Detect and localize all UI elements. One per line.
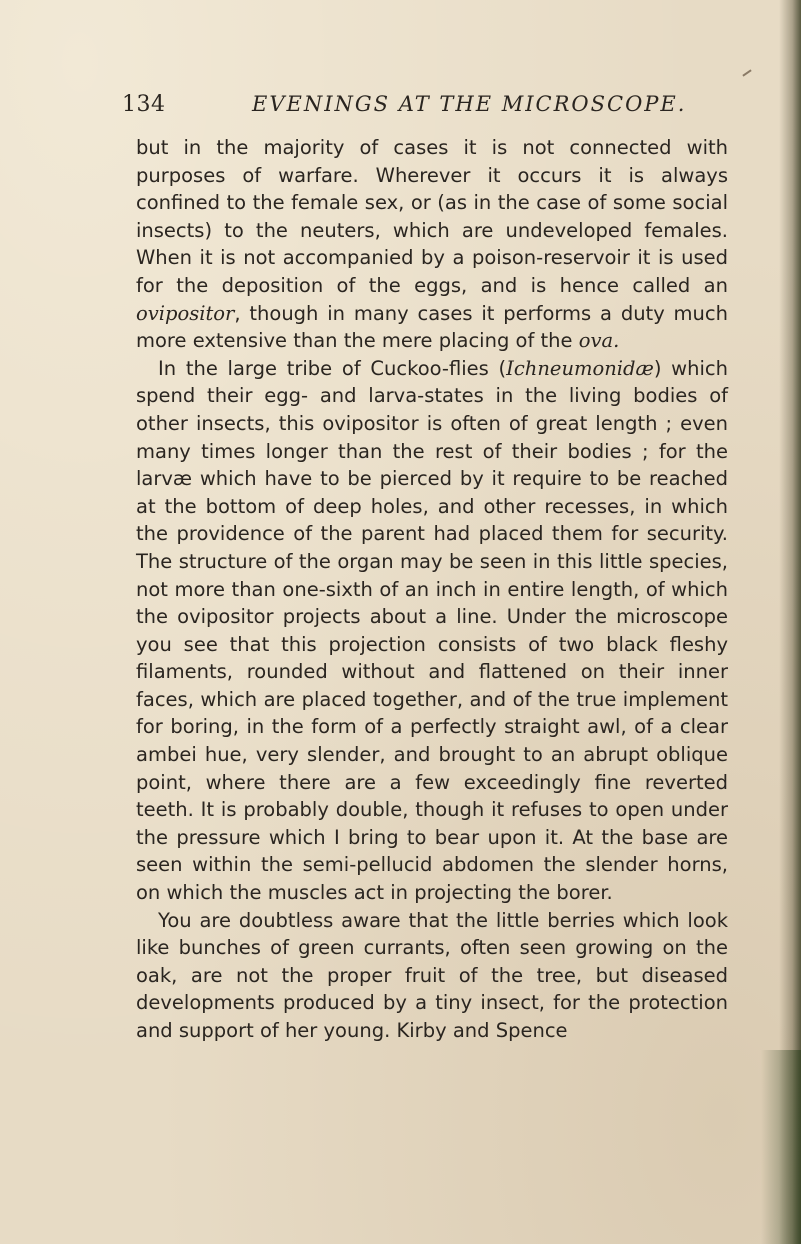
term-ichneumonidae: Ichneumonidæ — [506, 356, 654, 380]
pencil-mark — [742, 69, 751, 76]
paragraph-1 — [136, 134, 728, 355]
body-text — [136, 134, 728, 1045]
paragraph-1-text-a: but in the majority of cases it is not connected with purposes of warfare. Wherever it occurs it is always confined to the female sex, or (as in the case of some social insects) to the neuters, which are undeveloped females. When it is not accompanied by a poison-reservoir it is used for the deposition of the eggs, and is hence called an — [136, 136, 728, 297]
page-header — [122, 92, 722, 120]
term-ova: ova. — [578, 329, 620, 353]
running-head: EVENINGS AT THE MICROSCOPE. — [252, 92, 687, 116]
paragraph-2 — [136, 355, 728, 907]
page-edge-stain — [761, 1050, 801, 1244]
paragraph-1-text-b: , though in many cases it performs a duty much more extensive than the mere placing of the — [136, 301, 728, 353]
paragraph-2-text-b: ) which spend their egg- and larva-states in the living bodies of other insects, this ovipositor is often of great length ; even many times longer than the rest of their bodies ; for the larvæ which have to be pierced by it require to be reached at the bottom of deep holes, and other recesses, in which the providence of the parent had placed them for security. The structure of the organ may be seen in this little species, not more than one-sixth of an inch in entire length, of which the ovipositor projects about a line. Under the microscope you see that this projection consists of two black fleshy filaments, rounded without and flattened on their inner faces, which are placed together, and of the true implement for boring, in the form of a perfectly straight awl, of a clear ambei hue, very slender, and brought to an abrupt oblique point, where there are a few exceedingly fine reverted teeth. It is probably double, though it refuses to open under the pressure which I bring to bear upon it. At the base are seen within the semi-pellucid abdomen the slender horns, on which the muscles act in projecting the borer. — [136, 356, 728, 905]
paragraph-3: You are doubtless aware that the little berries which look like bunches of green currants, often seen growing on the oak, are not the proper fruit of the tree, but diseased developments produced by a tiny insect, for the protection and support of her young. Kirby and Spence — [136, 908, 728, 1042]
page-number: 134 — [122, 92, 166, 117]
paragraph-2-text-a: In the large tribe of Cuckoo-flies ( — [158, 356, 507, 380]
term-ovipositor: ovipositor — [136, 301, 235, 325]
